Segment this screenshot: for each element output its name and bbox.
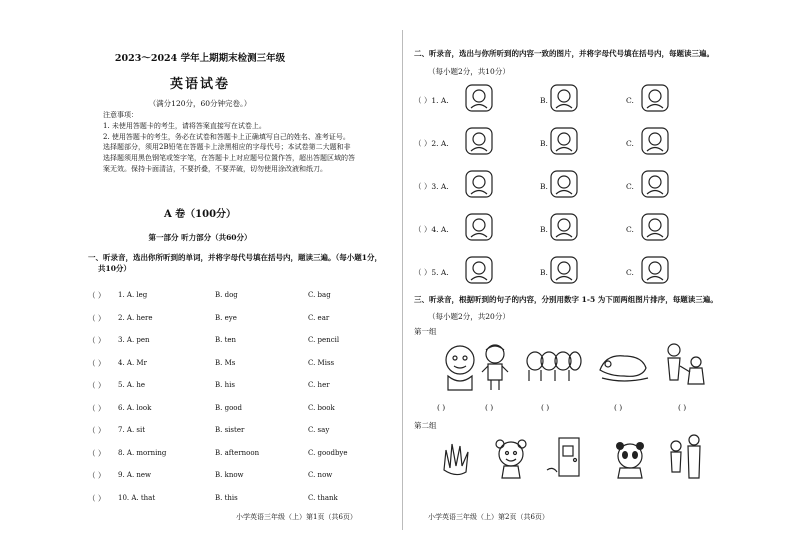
option-a: 5. A. he — [118, 381, 146, 389]
grandpa-picture — [440, 342, 480, 392]
option-c: C. goodbye — [308, 448, 348, 457]
panda-picture — [612, 440, 648, 480]
sheep-icon — [547, 81, 581, 115]
option-b: B. ten — [215, 336, 237, 344]
blackboard-icon — [547, 124, 581, 158]
cat-icon — [547, 167, 581, 201]
volume-a-heading: A 卷（100分） — [163, 209, 237, 220]
option-a: 10. A. that — [118, 493, 156, 502]
option-c: C. book — [308, 403, 335, 412]
option-b: B. sister — [215, 426, 245, 434]
answer-blank[interactable]: （ ） — [88, 471, 106, 480]
option-b: B. this — [215, 493, 238, 502]
option-b: B. afternoon — [215, 448, 260, 457]
section1-line: 共10分） — [98, 264, 131, 273]
option-a: 4. A. Mr — [118, 358, 147, 367]
answer-blank[interactable]: （ ） — [88, 493, 106, 503]
notice-heading: 注意事项： — [103, 111, 138, 119]
option-c: C. bag — [308, 291, 331, 299]
option-b-label: B. — [540, 182, 548, 191]
section2-instructions: 二、听录音，选出与你所听到的内容一致的图片，并将字母代号填在括号内，每题读三遍。 — [414, 49, 714, 58]
boy-and-man-picture — [664, 434, 704, 480]
subject-title: 英语试卷 — [169, 77, 230, 92]
bird-icon — [638, 167, 672, 201]
section2-score: （每小题2分，共10分） — [428, 67, 510, 76]
option-c-label: C. — [626, 268, 634, 277]
notice-line: 选择题部分，须用2B铅笔在答题卡上涂黑相应的字母代号；本试卷第二大题和非 — [103, 143, 351, 152]
option-a: 9. A. new — [118, 471, 152, 479]
answer-blank[interactable]: （ ） — [88, 403, 106, 413]
score-note: （满分120分，60分钟完卷。） — [148, 99, 252, 108]
pen-icon — [547, 210, 581, 244]
turkey-icon — [462, 167, 496, 201]
frog-icon — [462, 81, 496, 115]
dogs-picture — [525, 345, 580, 385]
notice-line: 案无效。保持卡面清洁，不要折叠，不要弄破，切勿使用涂改液和纸刀。 — [103, 164, 327, 173]
page1-footer: 小学英语三年级（上）第1页（共6页） — [236, 513, 357, 521]
window-icon — [638, 124, 672, 158]
group2-label: 第二组 — [414, 421, 437, 430]
door-picture — [545, 436, 585, 480]
page-divider — [402, 30, 403, 530]
answer-blank[interactable]: （ ） — [88, 358, 106, 368]
question-label[interactable]: （ ）5. A. — [414, 268, 449, 277]
option-b: B. dog — [215, 291, 238, 299]
option-c-label: C. — [626, 96, 634, 105]
blank[interactable]: ( ) — [541, 403, 550, 412]
notice-block — [103, 110, 398, 175]
option-c: C. thank — [308, 493, 338, 502]
option-a: 8. A. morning — [118, 448, 167, 457]
option-c-label: C. — [626, 139, 634, 148]
trousers-icon — [638, 81, 672, 115]
option-a: 6. A. look — [118, 403, 152, 412]
ruler-icon — [462, 210, 496, 244]
section1-instructions — [88, 252, 400, 274]
question-label[interactable]: （ ）3. A. — [414, 182, 449, 191]
option-b: B. good — [215, 403, 242, 412]
blank[interactable]: ( ) — [437, 403, 446, 412]
hand-picture — [440, 440, 480, 478]
backpack-icon — [462, 124, 496, 158]
exam-title: 2023～2024 学年上期期末检测三年级 — [114, 53, 286, 64]
answer-blank[interactable]: （ ） — [88, 291, 106, 300]
notice-line: 1. 未使用答题卡的考生，请将答案直接写在试卷上。 — [103, 121, 266, 130]
option-c: C. ear — [308, 313, 330, 322]
page2-footer: 小学英语三年级（上）第2页（共6页） — [428, 513, 549, 521]
option-b-label: B. — [540, 268, 548, 277]
option-b: B. Ms — [215, 358, 236, 367]
option-a: 7. A. sit — [118, 426, 146, 434]
option-c: C. now — [308, 471, 333, 479]
option-c-label: C. — [626, 225, 634, 234]
answer-blank[interactable]: （ ） — [88, 381, 106, 390]
answer-blank[interactable]: （ ） — [88, 313, 106, 323]
school-icon — [462, 253, 496, 287]
answer-blank[interactable]: （ ） — [88, 426, 106, 435]
option-b: B. his — [215, 381, 235, 389]
blank[interactable]: ( ) — [614, 403, 623, 412]
section3-score: （每小题2分，共20分） — [428, 312, 510, 321]
option-b-label: B. — [540, 96, 548, 105]
house-icon — [547, 253, 581, 287]
notice-line: 选择题须用黑色钢笔或签字笔，在答题卡上对应题号位置作答，超出答题区域的答 — [103, 154, 355, 163]
blank[interactable]: ( ) — [678, 403, 687, 412]
question-label[interactable]: （ ）4. A. — [414, 225, 449, 234]
option-c: C. pencil — [308, 336, 340, 344]
option-c-label: C. — [626, 182, 634, 191]
chameleon-picture — [596, 348, 651, 384]
question-label[interactable]: （ ）1. A. — [414, 96, 449, 105]
group1-label: 第一组 — [414, 327, 437, 336]
option-b: B. eye — [215, 313, 237, 322]
pencil-icon — [638, 210, 672, 244]
part1-heading: 第一部分 听力部分（共60分） — [148, 233, 252, 242]
section1-line: 一、听录音，选出你所听到的单词，并将字母代号填在括号内，题读三遍。（每小题1分， — [88, 253, 382, 262]
option-c: C. say — [308, 426, 330, 434]
question-label[interactable]: （ ）2. A. — [414, 139, 449, 148]
option-c: C. her — [308, 381, 330, 389]
family-picture — [660, 340, 710, 392]
option-b-label: B. — [540, 225, 548, 234]
option-a: 3. A. pen — [118, 336, 150, 344]
girl-picture — [494, 436, 528, 480]
option-b: B. know — [215, 471, 244, 479]
option-b-label: B. — [540, 139, 548, 148]
notice-line: 2. 使用答题卡的考生，务必在试卷和答题卡上正确填写自己的姓名、准考证号。 — [103, 132, 350, 141]
boy-picture — [480, 342, 510, 392]
option-a: 2. A. here — [118, 313, 153, 322]
blank[interactable]: ( ) — [485, 403, 494, 412]
bus-icon — [638, 253, 672, 287]
section3-instructions: 三、听录音，根据听到的句子的内容，分别用数字 1-5 为下面两组图片排序，每题读三遍。 — [414, 295, 718, 304]
option-c: C. Miss — [308, 358, 335, 367]
answer-blank[interactable]: （ ） — [88, 336, 106, 345]
option-a: 1. A. leg — [118, 291, 148, 299]
answer-blank[interactable]: （ ） — [88, 448, 106, 458]
